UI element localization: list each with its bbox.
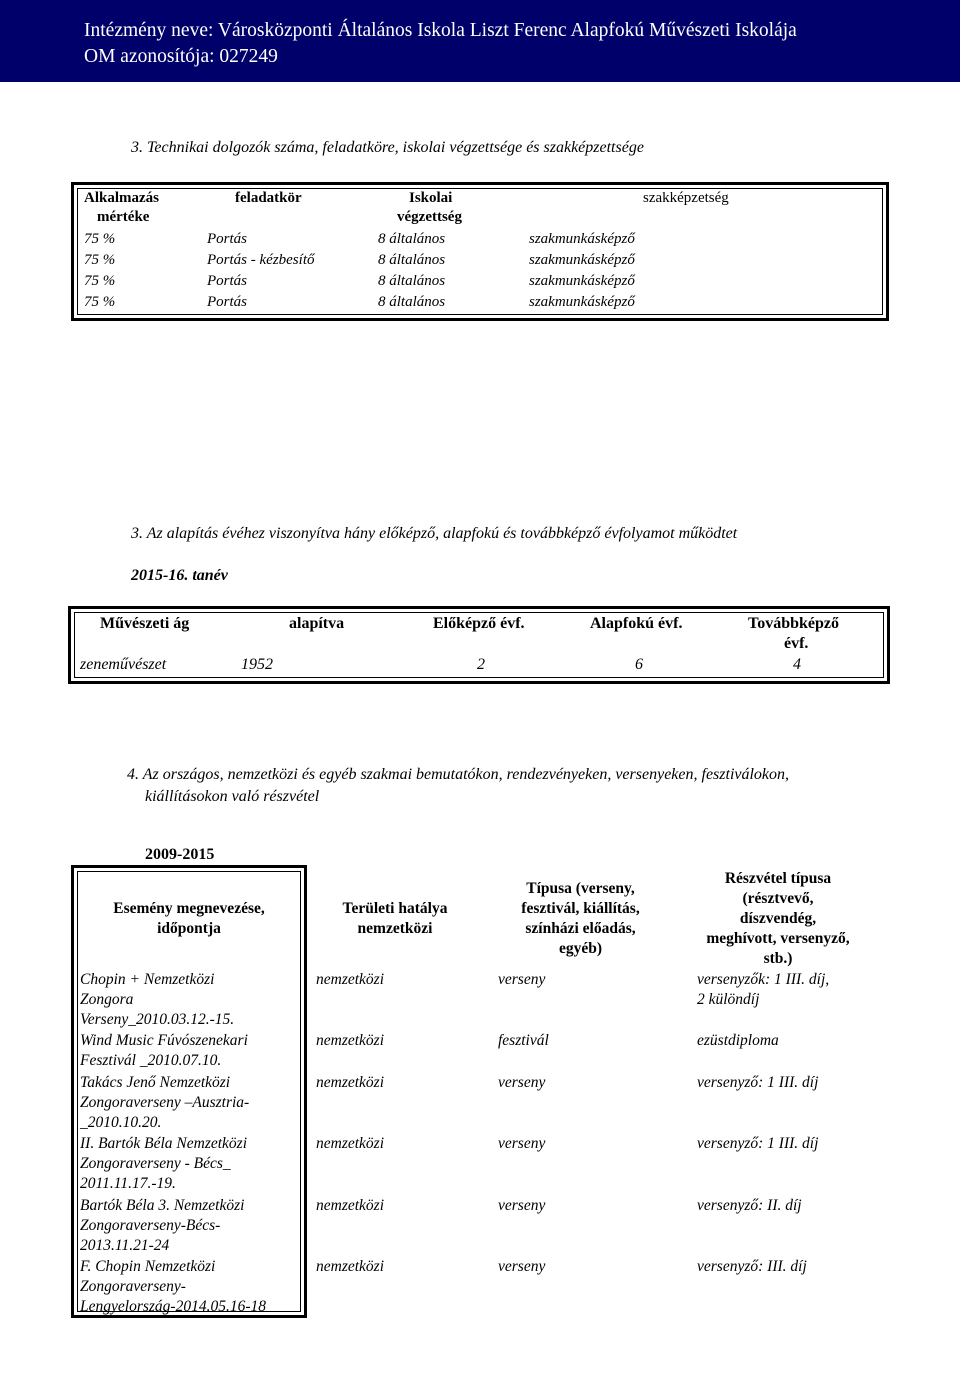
- staff-col-header-role: feladatkör: [235, 190, 302, 206]
- events-col-header-scope-l1: Területi hatálya: [342, 900, 448, 917]
- staff-qual: szakmunkásképző: [529, 273, 635, 289]
- event-name-l2: Fesztivál _2010.07.10.: [80, 1052, 222, 1069]
- event-name-l3: 2013.11.21-24: [80, 1237, 170, 1254]
- event-type: fesztivál: [498, 1032, 549, 1049]
- event-name-l3: Verseny_2010.03.12.-15.: [80, 1011, 235, 1028]
- event-scope: nemzetközi: [316, 1032, 385, 1049]
- grades-col-header-advanced-l2: évf.: [784, 635, 809, 652]
- period-label: 2009-2015: [145, 846, 215, 863]
- event-name-l1: Bartók Béla 3. Nemzetközi: [80, 1197, 245, 1214]
- staff-qual: szakmunkásképző: [529, 294, 635, 310]
- grades-col-header-advanced-l1: Továbbképző: [748, 615, 839, 632]
- event-participation-l2: 2 különdíj: [697, 991, 760, 1008]
- events-col-header-part-l2: (résztvevő,: [742, 890, 814, 907]
- events-col-header-event-l1: Esemény megnevezése,: [113, 900, 265, 917]
- staff-edu: 8 általános: [378, 294, 446, 310]
- grades-col-header-branch: Művészeti ág: [100, 615, 190, 632]
- staff-edu: 8 általános: [378, 273, 446, 289]
- staff-col-header-pct-l2: mértéke: [97, 209, 150, 225]
- event-scope: nemzetközi: [316, 971, 385, 988]
- institution-name: Intézmény neve: Városközponti Általános Iskola Liszt Ferenc Alapfokú Művészeti Iskolája: [84, 20, 797, 41]
- staff-edu: 8 általános: [378, 252, 446, 268]
- events-col-header-part-l1: Részvétel típusa: [724, 870, 832, 887]
- event-name-l3: 2011.11.17.-19.: [80, 1175, 176, 1192]
- staff-role: Portás: [207, 231, 248, 247]
- event-scope: nemzetközi: [316, 1258, 385, 1275]
- section-3b-title: 3. Az alapítás évéhez viszonyítva hány előképző, alapfokú és továbbképző évfolyamot működtet: [131, 525, 738, 542]
- staff-col-header-qual: szakképzetség: [643, 190, 729, 206]
- event-scope: nemzetközi: [316, 1074, 385, 1091]
- events-col-header-part-l5: stb.): [763, 950, 793, 967]
- events-col-header-type-l1: Típusa (verseny,: [526, 880, 635, 897]
- staff-role: Portás: [207, 273, 248, 289]
- grades-founded: 1952: [241, 656, 273, 673]
- staff-pct: 75 %: [84, 252, 116, 268]
- staff-qual: szakmunkásképző: [529, 252, 635, 268]
- grades-basic: 6: [635, 656, 643, 673]
- staff-col-header-pct-l1: Alkalmazás: [84, 190, 159, 206]
- event-name-l2: Zongoraverseny-Bécs-: [80, 1217, 221, 1234]
- event-type: verseny: [498, 1197, 546, 1214]
- event-name-l2: Zongora: [80, 991, 134, 1008]
- event-type: verseny: [498, 971, 546, 988]
- event-participation-l1: versenyző: II. díj: [697, 1197, 802, 1214]
- events-col-header-type-l2: fesztivál, kiállítás,: [521, 900, 640, 917]
- events-col-header-type-l4: egyéb): [558, 940, 603, 957]
- event-name-l1: Takács Jenő Nemzetközi: [80, 1074, 231, 1091]
- event-name-l3: _2010.10.20.: [80, 1114, 162, 1131]
- event-participation-l1: versenyző: 1 III. díj: [697, 1135, 819, 1152]
- section-4-title-l2: kiállításokon való részvétel: [145, 788, 320, 805]
- staff-col-header-edu-l2: végzettség: [397, 209, 462, 225]
- grades-col-header-basic: Alapfokú évf.: [590, 615, 683, 632]
- event-name-l1: II. Bartók Béla Nemzetközi: [80, 1135, 248, 1152]
- event-scope: nemzetközi: [316, 1197, 385, 1214]
- event-name-l2: Zongoraverseny - Bécs_: [80, 1155, 231, 1172]
- events-col-header-scope-l2: nemzetközi: [357, 920, 433, 937]
- staff-edu: 8 általános: [378, 231, 446, 247]
- event-name-l2: Zongoraverseny-: [80, 1278, 186, 1295]
- event-type: verseny: [498, 1074, 546, 1091]
- section-4-title-l1: 4. Az országos, nemzetközi és egyéb szakmai bemutatókon, rendezvényeken, versenyeken, fesztiválokon,: [127, 766, 790, 783]
- school-year: 2015-16. tanév: [131, 567, 228, 584]
- staff-pct: 75 %: [84, 273, 116, 289]
- grades-advanced: 4: [793, 656, 801, 673]
- event-name-l2: Zongoraverseny –Ausztria-: [80, 1094, 250, 1111]
- event-participation-l1: versenyző: 1 III. díj: [697, 1074, 819, 1091]
- event-name-l1: Wind Music Fúvószenekari: [80, 1032, 248, 1049]
- event-name-l1: F. Chopin Nemzetközi: [80, 1258, 216, 1275]
- staff-qual: szakmunkásképző: [529, 231, 635, 247]
- event-type: verseny: [498, 1135, 546, 1152]
- event-scope: nemzetközi: [316, 1135, 385, 1152]
- event-participation-l1: versenyzők: 1 III. díj,: [697, 971, 830, 988]
- staff-col-header-edu-l1: Iskolai: [409, 190, 453, 206]
- event-name-l3: Lengyelország-2014.05.16-18: [80, 1298, 266, 1315]
- grades-branch: zeneművészet: [80, 656, 167, 673]
- events-col-header-part-l3: díszvendég,: [739, 910, 817, 927]
- document-header: [0, 0, 960, 82]
- events-col-header-part-l4: meghívott, versenyző,: [706, 930, 850, 947]
- staff-pct: 75 %: [84, 294, 116, 310]
- grades-pre: 2: [477, 656, 485, 673]
- event-name-l1: Chopin + Nemzetközi: [80, 971, 215, 988]
- event-type: verseny: [498, 1258, 546, 1275]
- events-col-header-type-l3: színházi előadás,: [525, 920, 636, 937]
- staff-table-inner-border: [77, 188, 883, 315]
- event-participation-l1: ezüstdiploma: [697, 1032, 779, 1049]
- grades-col-header-founded: alapítva: [289, 615, 345, 632]
- grades-col-header-pre: Előképző évf.: [433, 615, 525, 632]
- staff-role: Portás - kézbesítő: [207, 252, 315, 268]
- staff-pct: 75 %: [84, 231, 116, 247]
- section-3a-title: 3. Technikai dolgozók száma, feladatköre, iskolai végzettsége és szakképzettsége: [131, 139, 644, 156]
- event-participation-l1: versenyző: III. díj: [697, 1258, 807, 1275]
- events-col-header-event-l2: időpontja: [157, 920, 221, 937]
- staff-role: Portás: [207, 294, 248, 310]
- om-identifier: OM azonosítója: 027249: [84, 46, 278, 67]
